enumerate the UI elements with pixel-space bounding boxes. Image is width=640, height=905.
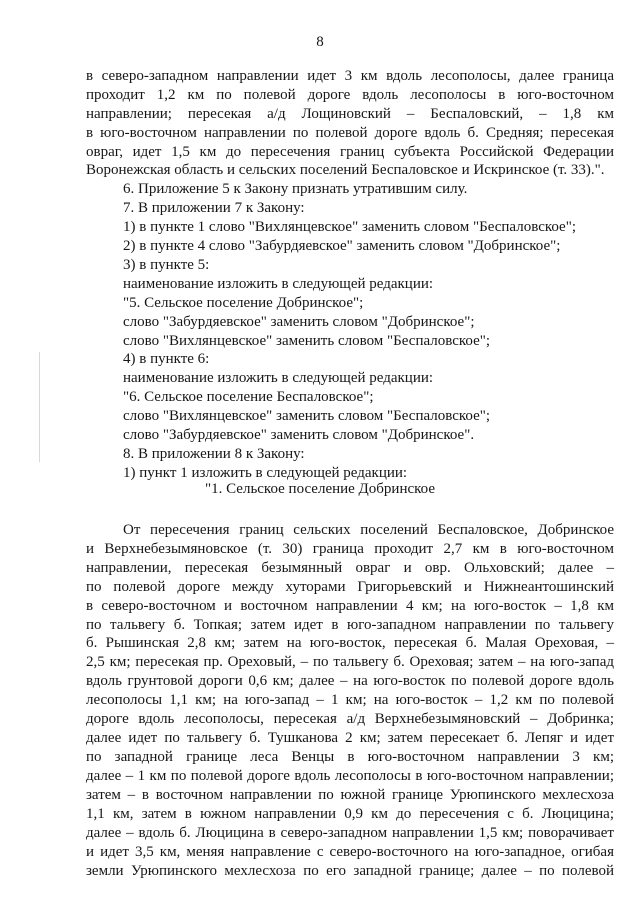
list-item: "5. Сельское поселение Добринское"; xyxy=(123,295,364,311)
list-item: слово "Вихлянцевское" заменить словом "Беспаловское"; xyxy=(123,408,491,424)
paragraph-line: 1,1 км, затем в южном направлении 0,9 км до пересечения с б. Люцицина; xyxy=(86,806,614,822)
paragraph-line: земли Урюпинского мехлесхоза по его западной границе; далее – по полевой xyxy=(86,863,614,879)
paragraph-line: и Верхнебезымяновское (т. 30) граница проходит 2,7 км в юго-восточном xyxy=(86,541,614,557)
paragraph-line: овраг, идет 1,5 км до пересечения границ субъекта Российской Федерации xyxy=(86,144,614,160)
paragraph-line: затем – в восточном направлении по южной границе Урюпинского мехлесхоза xyxy=(86,787,614,803)
list-item: 4) в пункте 6: xyxy=(123,351,210,367)
list-item: 1) пункт 1 изложить в следующей редакции: xyxy=(123,465,408,481)
list-item: 6. Приложение 5 к Закону признать утратившим силу. xyxy=(123,181,468,197)
list-item: слово "Забурдяевское" заменить словом "Добринское"; xyxy=(123,314,475,330)
list-item: 3) в пункте 5: xyxy=(123,257,210,273)
list-item: "6. Сельское поселение Беспаловское"; xyxy=(123,389,374,405)
paragraph-line: по тальвегу б. Топкая; затем идет в юго-западном направлении по тальвегу xyxy=(86,617,614,633)
list-item: наименование изложить в следующей редакции: xyxy=(123,370,434,386)
list-item: слово "Забурдяевское" заменить словом "Добринское". xyxy=(123,427,475,443)
paragraph-line: далее – вдоль б. Люцицина в северо-западном направлении 1,5 км; поворачивает xyxy=(86,825,614,841)
paragraph-line: в северо-восточном и восточном направлении 4 км; на юго-восток – 1,8 км xyxy=(86,598,614,614)
scan-margin-line xyxy=(39,352,40,462)
section-heading: "1. Сельское поселение Добринское xyxy=(204,481,436,497)
paragraph-line: От пересечения границ сельских поселений Беспаловское, Добринское xyxy=(123,522,614,538)
list-item: наименование изложить в следующей редакции: xyxy=(123,276,434,292)
paragraph-line: вдоль грунтовой дороги 0,6 км; далее – на юго-восток по полевой дороге вдоль xyxy=(86,673,614,689)
list-item: 2) в пункте 4 слово "Забурдяевское" заменить словом "Добринское"; xyxy=(123,238,561,254)
paragraph-line: по полевой дороге между хуторами Григорьевский и Нижнеантошинский xyxy=(86,579,614,595)
paragraph-line: Воронежская область и сельских поселений Беспаловское и Искринское (т. 33).". xyxy=(86,162,605,178)
paragraph-line: дороге вдоль лесополосы, пересекая а/д Верхнебезымяновский – Добринка; xyxy=(86,711,614,727)
paragraph-line: по западной границе леса Венцы в юго-восточном направлении 3 км; xyxy=(86,749,614,765)
paragraph-line: в юго-восточном направлении по полевой дороге вдоль б. Средняя; пересекая xyxy=(86,125,614,141)
list-item: 7. В приложении 7 к Закону: xyxy=(123,200,305,216)
page-number: 8 xyxy=(316,34,324,50)
paragraph-line: далее – 1 км по полевой дороге вдоль лесополосы в юго-восточном направлении; xyxy=(86,768,614,784)
paragraph-line: лесополосы 1,1 км; на юго-запад – 1 км; на юго-восток – 1,2 км по полевой xyxy=(86,692,614,708)
list-item: 1) в пункте 1 слово "Вихлянцевское" заменить словом "Беспаловское"; xyxy=(123,219,577,235)
list-item: 8. В приложении 8 к Закону: xyxy=(123,446,305,462)
paragraph-line: далее идет по тальвегу б. Тушканова 2 км; затем пересекает б. Лепяг и идет xyxy=(86,730,614,746)
paragraph-line: направлении; пересекая а/д Лощиновский – Беспаловский, – 1,8 км xyxy=(86,106,614,122)
paragraph-line: в северо-западном направлении идет 3 км вдоль лесополосы, далее граница xyxy=(86,68,614,84)
paragraph-line: направлении, пересекая безымянный овраг и овр. Ольховский; далее – xyxy=(86,560,614,576)
paragraph-line: 2,5 км; пересекая пр. Ореховый, – по тальвегу б. Ореховая; затем – на юго-запад xyxy=(86,654,614,670)
list-item: слово "Вихлянцевское" заменить словом "Беспаловское"; xyxy=(123,333,491,349)
paragraph-line: б. Рышинская 2,8 км; затем на юго-восток, пересекая б. Малая Ореховая, – xyxy=(86,635,614,651)
paragraph-line: и идет 3,5 км, меняя направление с северо-восточного на юго-западное, огибая xyxy=(86,844,614,860)
paragraph-line: проходит 1,2 км по полевой дороге вдоль лесополосы в юго-восточном xyxy=(86,87,614,103)
